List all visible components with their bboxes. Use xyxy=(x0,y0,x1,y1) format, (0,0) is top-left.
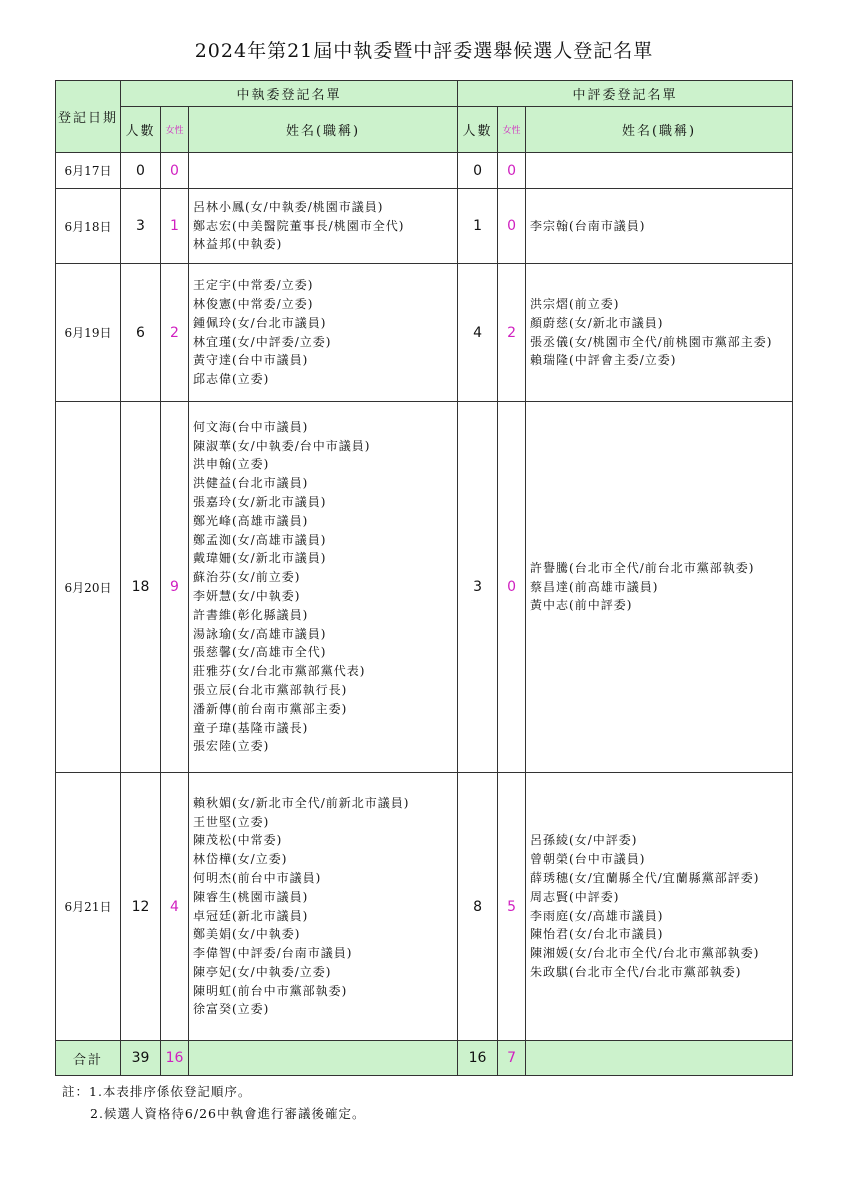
cec-female-count: 9 xyxy=(161,402,189,773)
candidate-entry: 鍾佩玲(女/台北市議員) xyxy=(193,315,327,330)
candidate-entry: 賴瑞隆(中評會主委/立委) xyxy=(530,353,677,368)
cec-section-header: 中執委登記名單 xyxy=(121,81,458,107)
cec-female-count: 4 xyxy=(161,773,189,1041)
cec-female-count: 1 xyxy=(161,189,189,264)
table-row xyxy=(56,153,793,189)
table-row xyxy=(56,189,793,264)
table-row xyxy=(56,773,793,1041)
candidate-entry: 陳淑華(女/中執委/台中市議員) xyxy=(193,438,371,453)
candidate-entry: 何文海(台中市議員) xyxy=(193,419,309,434)
cac-count: 0 xyxy=(458,153,498,189)
candidate-entry: 洪宗熠(前立委) xyxy=(530,296,620,311)
cec-names xyxy=(189,773,458,1041)
cac-section-header: 中評委登記名單 xyxy=(458,81,793,107)
cec-total-female: 16 xyxy=(161,1041,189,1076)
candidate-entry: 蘇治芬(女/前立委) xyxy=(193,570,301,585)
cec-total-names-empty xyxy=(189,1041,458,1076)
candidate-entry: 陳亭妃(女/中執委/立委) xyxy=(193,964,332,979)
cac-names xyxy=(526,402,793,773)
row-date: 6月21日 xyxy=(56,773,121,1041)
cec-count-header: 人數 xyxy=(121,107,161,153)
cec-female-header: 女性 xyxy=(161,107,189,153)
candidate-entry: 林益邦(中執委) xyxy=(193,237,283,252)
cec-count: 18 xyxy=(121,402,161,773)
candidate-entry: 許譽騰(台北市全代/前台北市黨部執委) xyxy=(530,560,755,575)
candidate-entry: 陳怡君(女/台北市議員) xyxy=(530,927,664,942)
candidate-entry: 李妍慧(女/中執委) xyxy=(193,589,301,603)
cac-count-header: 人數 xyxy=(458,107,498,153)
cec-count: 6 xyxy=(121,264,161,402)
cac-female-count: 2 xyxy=(498,264,526,402)
cac-total-names-empty xyxy=(526,1041,793,1076)
candidate-entry: 薛琇穗(女/宜蘭縣全代/宜蘭縣黨部評委) xyxy=(530,870,760,885)
candidate-entry: 鄭光峰(高雄市議員) xyxy=(193,513,309,528)
candidate-entry: 邱志偉(立委) xyxy=(193,372,270,387)
candidate-entry: 林岱樺(女/立委) xyxy=(193,852,288,867)
candidate-entry: 黃中志(前中評委) xyxy=(530,598,633,613)
cac-female-count: 0 xyxy=(498,402,526,773)
registration-table xyxy=(55,80,793,1076)
row-date: 6月17日 xyxy=(56,153,121,189)
cec-female-count: 0 xyxy=(161,153,189,189)
cac-names xyxy=(526,264,793,402)
table-row xyxy=(56,264,793,402)
candidate-entry: 張立辰(台北市黨部執行長) xyxy=(193,682,348,697)
candidate-entry: 何明杰(前台中市議員) xyxy=(193,870,322,885)
candidate-entry: 張慈馨(女/高雄市全代) xyxy=(193,645,327,660)
candidate-entry: 李宗翰(台南市議員) xyxy=(530,218,646,233)
candidate-entry: 王定宇(中常委/立委) xyxy=(193,278,314,293)
candidate-entry: 許書維(彰化縣議員) xyxy=(193,607,309,622)
candidate-entry: 陳茂松(中常委) xyxy=(193,833,283,848)
candidate-entry: 李雨庭(女/高雄市議員) xyxy=(530,908,664,923)
candidate-entry: 張宏陸(立委) xyxy=(193,739,270,754)
candidate-entry: 黃守達(台中市議員) xyxy=(193,353,309,368)
footnote-2: 2.候選人資格待6/26中執會進行審議後確定。 xyxy=(90,1106,366,1121)
cac-female-header: 女性 xyxy=(498,107,526,153)
candidate-entry: 林宜瑾(女/中評委/立委) xyxy=(193,334,332,349)
cec-female-count: 2 xyxy=(161,264,189,402)
cec-names xyxy=(189,402,458,773)
candidate-entry: 曾朝榮(台中市議員) xyxy=(530,852,646,867)
candidate-entry: 林俊憲(中常委/立委) xyxy=(193,296,314,311)
candidate-entry: 洪申翰(立委) xyxy=(193,457,270,472)
table-row xyxy=(56,402,793,773)
candidate-entry: 賴秋媚(女/新北市全代/前新北市議員) xyxy=(193,795,410,810)
candidate-entry: 湯詠瑜(女/高雄市議員) xyxy=(193,626,327,641)
candidate-entry: 童子瑋(基隆市議長) xyxy=(193,720,309,735)
cec-count: 3 xyxy=(121,189,161,264)
candidate-entry: 李偉智(中評委/台南市議員) xyxy=(193,946,353,961)
page-title: 2024年第21屆中執委暨中評委選舉候選人登記名單 xyxy=(194,40,654,62)
cec-count: 0 xyxy=(121,153,161,189)
cac-total-female: 7 xyxy=(498,1041,526,1076)
cac-female-count: 5 xyxy=(498,773,526,1041)
cec-names xyxy=(189,264,458,402)
row-date: 6月20日 xyxy=(56,402,121,773)
candidate-entry: 鄭美娟(女/中執委) xyxy=(193,927,301,942)
cac-count: 1 xyxy=(458,189,498,264)
cac-names-header: 姓名(職稱) xyxy=(526,107,793,153)
candidate-entry: 陳明虹(前台中市黨部執委) xyxy=(193,983,348,998)
cec-total-count: 39 xyxy=(121,1041,161,1076)
candidate-entry: 陳睿生(桃園市議員) xyxy=(193,889,309,904)
candidate-entry: 周志賢(中評委) xyxy=(530,889,620,904)
cac-count: 4 xyxy=(458,264,498,402)
cac-count: 8 xyxy=(458,773,498,1041)
candidate-entry: 王世堅(立委) xyxy=(193,814,270,829)
date-column-header: 登記日期 xyxy=(56,81,121,153)
candidate-entry: 張嘉玲(女/新北市議員) xyxy=(193,495,327,510)
cec-names xyxy=(189,153,458,189)
candidate-entry: 莊雅芬(女/台北市黨部黨代表) xyxy=(193,664,366,679)
candidate-entry: 陳湘媛(女/台北市全代/台北市黨部執委) xyxy=(530,946,760,961)
cac-names xyxy=(526,773,793,1041)
candidate-entry: 顏蔚慈(女/新北市議員) xyxy=(530,315,664,330)
cec-names xyxy=(189,189,458,264)
cec-names-header: 姓名(職稱) xyxy=(189,107,458,153)
cac-names xyxy=(526,153,793,189)
candidate-entry: 朱政騏(台北市全代/台北市黨部執委) xyxy=(530,964,742,979)
row-date: 6月18日 xyxy=(56,189,121,264)
candidate-entry: 鄭志宏(中美醫院董事長/桃園市全代) xyxy=(193,218,405,233)
total-label: 合計 xyxy=(56,1041,121,1076)
candidate-entry: 卓冠廷(新北市議員) xyxy=(193,908,309,923)
candidate-entry: 呂孫綾(女/中評委) xyxy=(530,833,638,848)
cec-count: 12 xyxy=(121,773,161,1041)
candidate-entry: 徐富癸(立委) xyxy=(193,1002,270,1017)
candidate-entry: 潘新傳(前台南市黨部主委) xyxy=(193,701,348,716)
candidate-entry: 洪健益(台北市議員) xyxy=(193,476,309,491)
cac-female-count: 0 xyxy=(498,153,526,189)
candidate-entry: 鄭孟洳(女/高雄市議員) xyxy=(193,532,327,547)
candidate-entry: 呂林小鳳(女/中執委/桃園市議員) xyxy=(193,199,384,214)
row-date: 6月19日 xyxy=(56,264,121,402)
cac-count: 3 xyxy=(458,402,498,773)
total-row xyxy=(56,1041,793,1076)
candidate-entry: 張丞儀(女/桃園市全代/前桃園市黨部主委) xyxy=(530,334,773,349)
candidate-entry: 蔡昌達(前高雄市議員) xyxy=(530,579,659,594)
cac-total-count: 16 xyxy=(458,1041,498,1076)
cac-names xyxy=(526,189,793,264)
footnote-1: 註：1.本表排序係依登記順序。 xyxy=(62,1084,252,1099)
cac-female-count: 0 xyxy=(498,189,526,264)
candidate-entry: 戴瑋姍(女/新北市議員) xyxy=(193,551,327,566)
